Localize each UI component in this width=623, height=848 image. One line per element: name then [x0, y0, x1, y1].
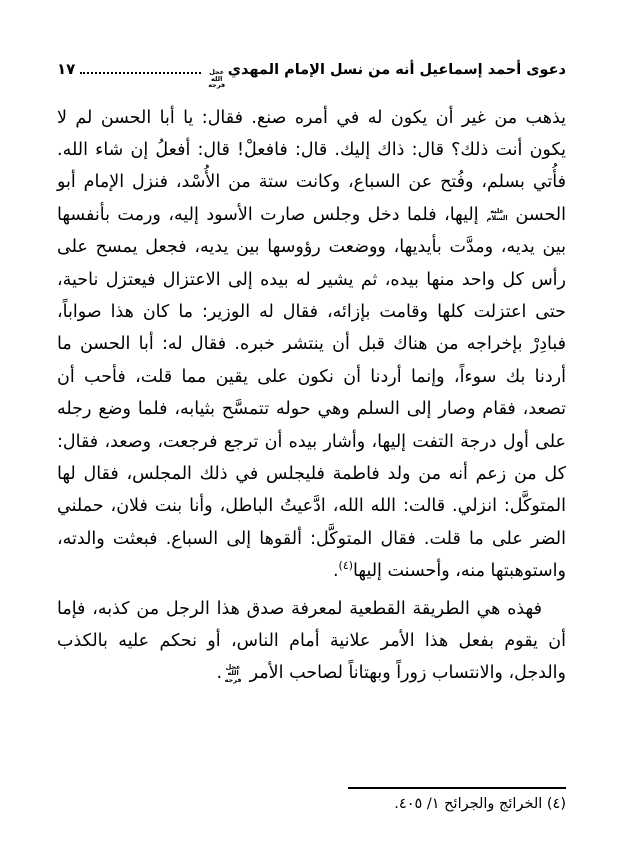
paragraph-1 — [57, 102, 566, 588]
page-header — [57, 60, 566, 89]
page-body — [57, 102, 566, 690]
paragraph-1-period: . — [332, 561, 339, 582]
footnote-text: (٤) الخرائج والجرائح ١/ ٤٠٥. — [394, 796, 566, 812]
paragraph-1-text-b: إليها، فلما دخل وجلس صارت الأسود إليه، ورمت بأنفسها بين يديه، ومدَّت بأيديها، ووضعت رؤوسها بين يديه، فجعل يمسح على رأس كل واحد منها بيده، ثم يشير له بيده إلى الاعتزال فيعتزل ناحية، حتى اعتزلت كلها وقامت بإزائه، فقال له الوزير: ما كان هذا صواباً، فبادِرْ بإخراجه من هناك قبل أن ينتشر خبره. فقال له: أبا الحسن ما أردنا بك سوءاً، وإنما أردنا أن نكون على يقين مما قلت، فأحب أن تصعد، فقام وصار إلى السلم وهي حوله تتمسَّح بثيابه، فلما وضع رجله على أول درجة التفت إليها، وأشار بيده أن ترجع فرجعت، وصعد، فقال: كل من زعم أنه من ولد فاطمة فليجلس في ذلك المجلس، فقال لها المتوكَّل: انزلي. قالت: الله الله، ادَّعيتُ الباطل، وأنا بنت فلان، حملني الضر على ما قلت. فقال المتوكَّل: ألقوها إلى السباع. فبعثت والدته، واستوهبتها منه، وأحسنت إليها — [57, 204, 566, 582]
dotted-leader — [80, 69, 200, 74]
paragraph-2 — [57, 593, 566, 690]
footnote-area — [57, 787, 566, 812]
honorific-symbol-header: عجل الله فرجه — [208, 68, 226, 89]
footnote-separator — [348, 787, 566, 789]
paragraph-2-text: فهذه هي الطريقة القطعية لمعرفة صدق هذا الرجل من كذبه، فإما أن يقوم بفعل هذا الأمر علانية أمام الناس، أو نحكم عليه بالكذب والدجل، والانتساب زوراً وبهتاناً لصاحب الأمر — [57, 598, 566, 684]
honorific-symbol-inline: عليه السلام — [486, 207, 508, 222]
honorific-symbol-end: عجل الله فرجه — [224, 662, 242, 684]
running-head-title: دعوى أحمد إسماعيل أنه من نسل الإمام المهدي — [227, 62, 566, 78]
page-number: ١٧ — [57, 60, 76, 78]
footnote-marker: (٤) — [338, 559, 354, 573]
paragraph-2-period: . — [216, 663, 223, 684]
paragraph-1-text-a: يذهب من غير أن يكون له في أمره صنع. فقال: يا أبا الحسن لم لا يكون أنت ذلك؟ قال: ذاك إليك. قال: فافعلْ! قال: أفعلُ إن شاء الله. فأُتي بسلم، وفُتح عن السباع، وكانت ستة من الأُسْد، فنزل الإمام أبو الحسن — [57, 107, 566, 225]
